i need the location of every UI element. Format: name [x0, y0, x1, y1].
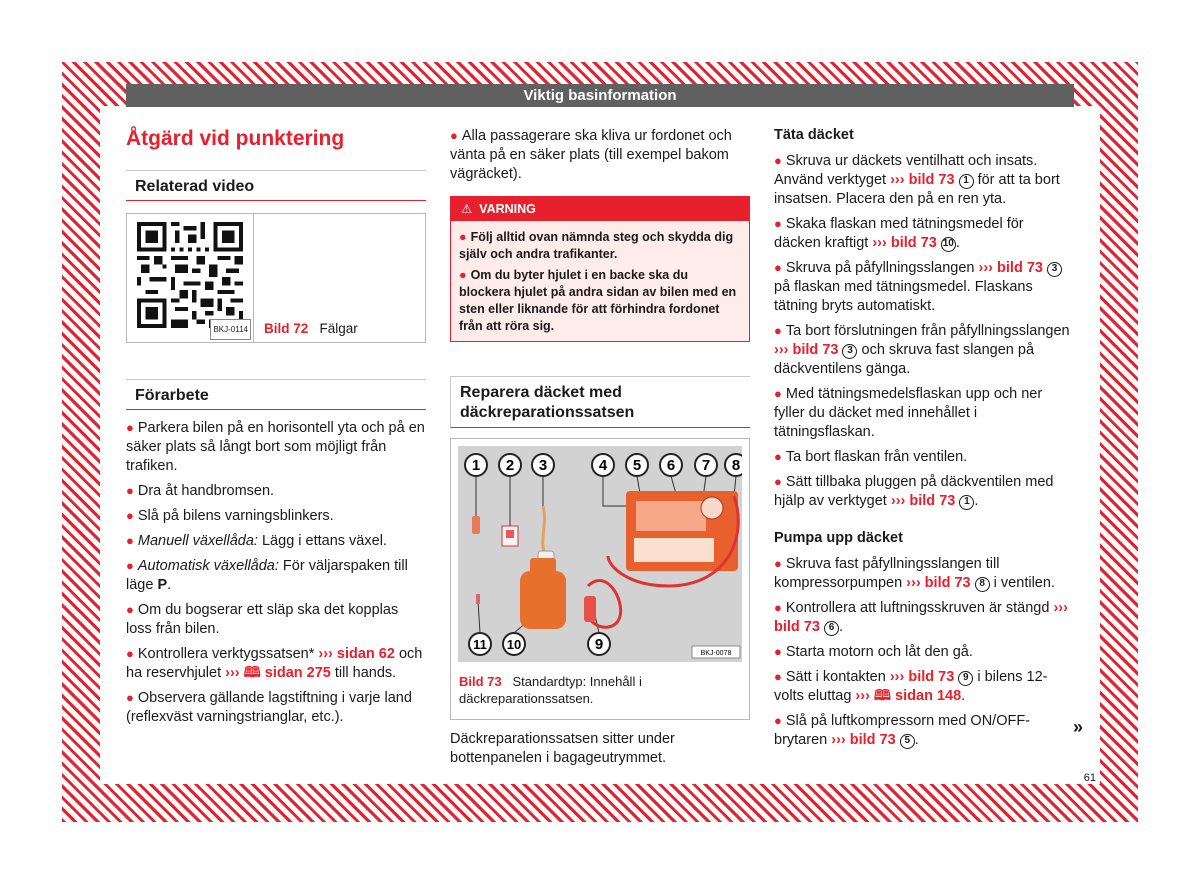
- valve-insert: [476, 594, 480, 604]
- callout-6: [660, 454, 682, 476]
- link-figure-73[interactable]: ››› bild 73: [978, 260, 1043, 276]
- ref-number: 6: [824, 621, 839, 636]
- ref-number: 3: [1047, 262, 1062, 277]
- link-page-275[interactable]: ››› 🕮 sidan 275: [225, 665, 331, 681]
- link-figure-73[interactable]: ››› bild 73: [872, 235, 937, 251]
- repair-kit-illustration: [458, 446, 742, 662]
- storage-paragraph: Däckreparationssatsen sitter under bottenpanelen i bagageutrymmet.: [450, 731, 675, 766]
- ref-number: 1: [959, 495, 974, 510]
- warning-triangle-icon: ⚠: [461, 202, 473, 216]
- power-plug: [584, 596, 596, 622]
- repair-kit-drawing: [458, 446, 742, 662]
- callout-8: [725, 454, 742, 476]
- list-item: ● Sätt i kontakten ››› bild 73 9 i bilens 12-volts eluttag ››› 🕮 sidan 148.: [774, 669, 1048, 704]
- qr-code-box[interactable]: [127, 214, 254, 342]
- list-item: ● Parkera bilen på en horisontell yta och på en säker plats så långt bort som möjligt från trafiken.: [126, 420, 425, 474]
- column-3: [774, 122, 1074, 750]
- ref-number: 8: [975, 577, 990, 592]
- svg-text:9: 9: [594, 636, 604, 653]
- list-item: ● Manuell växellåda: Lägg i ettans växel.: [126, 533, 387, 549]
- figure-73-label: Bild 73: [459, 674, 502, 689]
- figure-73-code: BKJ-0078: [700, 650, 732, 657]
- instruction-panel: [634, 538, 714, 562]
- warning-item: ● Om du byter hjulet i en backe ska du blockera hjulet på andra sidan av bilen med en sten eller liknande för att förhindra fordonet från att röra sig.: [459, 268, 737, 333]
- figure-72: [126, 213, 426, 343]
- related-video-title: Relaterad video: [126, 170, 426, 201]
- callout-11: [469, 633, 491, 655]
- list-item: ● Skruva fast påfyllningsslangen till kompressorpumpen ››› bild 73 8 i ventilen.: [774, 556, 1055, 591]
- list-item: ● Sätt tillbaka pluggen på däckventilen med hjälp av verktyget ››› bild 73 1 .: [774, 474, 1054, 509]
- list-item: ● Slå på bilens varningsblinkers.: [126, 508, 334, 524]
- svg-text:8: 8: [731, 457, 741, 474]
- column-2: [450, 122, 750, 768]
- page-title: Åtgärd vid punktering: [126, 127, 345, 150]
- svg-text:5: 5: [632, 457, 642, 474]
- list-item: ● Skruva ur däckets ventilhatt och insats. Använd verktyget ››› bild 73 1 för att ta bort insatsen. Placera den på en ren yta.: [774, 153, 1060, 207]
- bottle-neck: [530, 558, 556, 574]
- filling-hose: [543, 506, 546, 556]
- preparation-list: [126, 418, 426, 727]
- list-item: ● Om du bogserar ett släp ska det kopplas loss från bilen.: [126, 602, 399, 637]
- list-item: ● Skruva på påfyllningsslangen ››› bild 73 3 på flaskan med tätningsmedel. Flaskans tätning bryts automatiskt.: [774, 258, 1074, 316]
- callout-4: [592, 454, 614, 476]
- list-item: ● Kontrollera verktygssatsen* ››› sidan 62 och ha reservhjulet ››› 🕮 sidan 275 till hands.: [126, 646, 423, 681]
- figure-72-label: Bild 72: [264, 321, 309, 336]
- preparation-title: Förarbete: [126, 379, 426, 410]
- page-number: 61: [1083, 772, 1096, 784]
- inflate-tire-list: [774, 554, 1074, 750]
- link-page-148[interactable]: ››› 🕮 sidan 148: [855, 688, 962, 704]
- link-figure-73[interactable]: ››› bild 73: [831, 732, 896, 748]
- ref-number: 1: [959, 174, 974, 189]
- figure-72-text: Fälgar: [319, 321, 358, 336]
- svg-text:7: 7: [701, 457, 711, 474]
- callout-9: [588, 633, 610, 655]
- svg-text:11: 11: [473, 637, 487, 652]
- link-figure-73[interactable]: ››› bild 73: [890, 493, 956, 509]
- callout-7: [695, 454, 717, 476]
- list-item: ● Kontrollera att luftningsskruven är stängd ››› bild 73 6 .: [774, 600, 1068, 635]
- sealant-bottle: [520, 571, 566, 629]
- list-item: ● Starta motorn och låt den gå.: [774, 644, 973, 660]
- callout-10: [503, 633, 525, 655]
- callout-5: [626, 454, 648, 476]
- figure-73: [450, 438, 750, 720]
- warning-item: ● Följ alltid ovan nämnda steg och skydda dig själv och andra trafikanter.: [459, 230, 734, 261]
- ref-number: 10: [941, 237, 956, 252]
- callout-label: 1: [471, 457, 481, 474]
- callout-3: [532, 454, 554, 476]
- svg-text:2: 2: [505, 457, 515, 474]
- link-page-62[interactable]: ››› sidan 62: [318, 646, 395, 662]
- svg-text:3: 3: [538, 457, 548, 474]
- link-figure-73[interactable]: ››› bild 73: [889, 669, 955, 685]
- warning-body: [451, 221, 749, 341]
- pressure-gauge: [701, 497, 723, 519]
- valve-tool: [472, 516, 480, 534]
- list-item: ● Slå på luftkompressorn med ON/OFF-brytaren ››› bild 73 5 .: [774, 713, 1031, 748]
- list-item: ● Observera gällande lagstiftning i varje land (reflexväst varningstrianglar, etc.).: [126, 690, 412, 725]
- list-item: ● Automatisk växellåda: För väljarspaken till läge P.: [126, 558, 408, 593]
- link-figure-73[interactable]: ››› bild 73: [906, 575, 971, 591]
- list-item: ● Ta bort förslutningen från påfyllningsslangen ››› bild 73 3 och skruva fast slangen på däckventilens gänga.: [774, 323, 1070, 377]
- qr-code-icon: [137, 222, 243, 328]
- seal-tire-list: [774, 151, 1074, 511]
- continued-marker: »: [1073, 717, 1084, 737]
- warning-box: [450, 196, 750, 342]
- figure-73-text: Standardtyp: Innehåll i däckreparationssatsen.: [459, 674, 642, 706]
- svg-text:6: 6: [666, 457, 676, 474]
- list-item: ● Dra åt handbromsen.: [126, 483, 275, 499]
- ref-number: 3: [842, 344, 857, 359]
- list-item: ● Alla passagerare ska kliva ur fordonet och vänta på en säker plats (till exempel bakom vägräcket).: [450, 128, 732, 182]
- column-1: [126, 122, 426, 727]
- link-figure-73[interactable]: ››› bild 73: [774, 342, 839, 358]
- compressor-label: [636, 501, 706, 531]
- ref-number: 9: [958, 671, 973, 686]
- svg-text:4: 4: [598, 457, 608, 474]
- ref-number: 5: [900, 734, 915, 749]
- list-item: ● Med tätningsmedelsflaskan upp och ner fyller du däcket med innehållet i tätningsflaskan.: [774, 386, 1043, 440]
- inflate-tire-heading: Pumpa upp däcket: [774, 530, 903, 546]
- seal-tire-heading: Täta däcket: [774, 127, 854, 143]
- figure-73-caption: [451, 669, 749, 711]
- figure-72-caption: [264, 319, 358, 338]
- link-figure-73[interactable]: ››› bild 73: [890, 172, 955, 188]
- warning-header: ⚠ VARNING: [451, 197, 749, 221]
- sticker-mark: [506, 530, 514, 538]
- page-header: Viktig basinformation: [126, 84, 1074, 107]
- callout-1: [465, 454, 487, 476]
- figure-code: BKJ-0114: [210, 319, 251, 340]
- callout-2: [499, 454, 521, 476]
- link-figure-73[interactable]: ››› bild 73: [774, 600, 1068, 635]
- list-item: ● Ta bort flaskan från ventilen.: [774, 449, 968, 465]
- svg-text:10: 10: [506, 637, 522, 652]
- repair-section-title: Reparera däcket med däckreparationssatsen: [450, 376, 750, 428]
- list-item: ● Skaka flaskan med tätningsmedel för däcken kraftigt ››› bild 73 10 .: [774, 216, 1024, 251]
